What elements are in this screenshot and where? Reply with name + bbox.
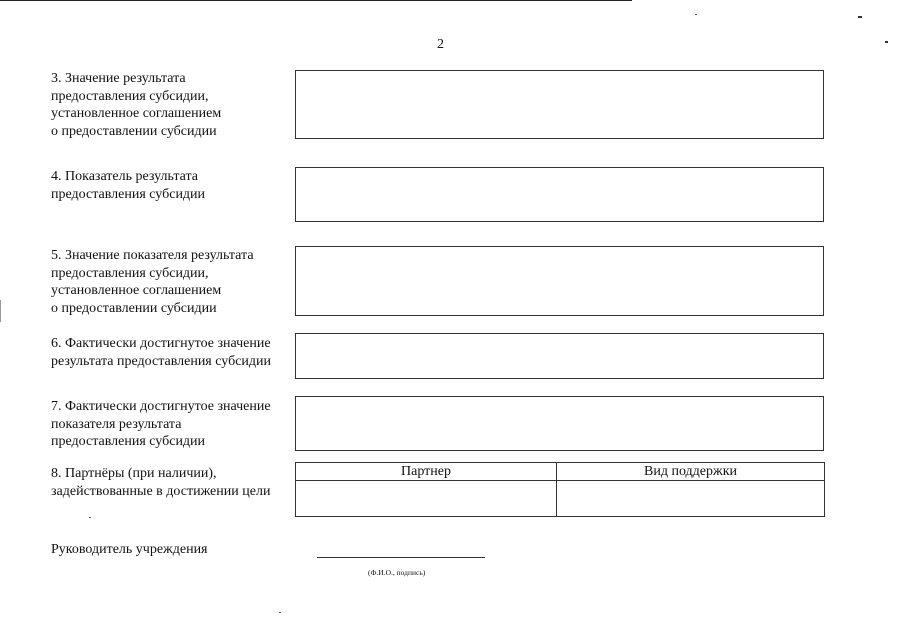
partners-header-row [296, 463, 825, 481]
signature-caption: (Ф.И.О., подпись) [368, 568, 426, 577]
partner-cell[interactable] [296, 481, 557, 517]
scan-speck [89, 517, 91, 518]
partners-table [295, 462, 825, 517]
scan-speck [695, 14, 697, 15]
partners-label: 8. Партнёры (при наличии), задействованные в достижении цели [51, 466, 271, 499]
signer-title: Руководитель учреждения [51, 542, 208, 557]
page-number: 2 [437, 37, 444, 52]
column-header-partner: Партнер [296, 463, 557, 481]
field-label-result-value: 3. Значение результата предоставления субсидии, установленное соглашением о предоставлении субсидии [51, 71, 222, 139]
column-header-support-type: Вид поддержки [557, 463, 825, 481]
signature-line[interactable] [317, 557, 485, 558]
field-label-actual-indicator-value: 7. Фактически достигнутое значение показателя результата предоставления субсидии [51, 399, 271, 449]
scan-edge-line [0, 0, 632, 1]
scan-mark [885, 41, 888, 43]
support-type-cell[interactable] [557, 481, 825, 517]
field-box-result-indicator[interactable] [295, 167, 824, 222]
scan-speck [279, 612, 281, 613]
field-label-actual-result-value: 6. Фактически достигнутое значение результата предоставления субсидии [51, 336, 272, 369]
field-box-actual-indicator-value[interactable] [295, 396, 824, 451]
field-box-indicator-value[interactable] [295, 246, 824, 316]
field-label-result-indicator: 4. Показатель результата предоставления субсидии [51, 169, 206, 202]
field-box-result-value[interactable] [295, 70, 824, 139]
scan-mark [858, 16, 862, 18]
field-box-actual-result-value[interactable] [295, 333, 824, 379]
scan-mark [0, 300, 1, 322]
table-row [296, 481, 825, 517]
field-label-indicator-value: 5. Значение показателя результата предоставления субсидии, установленное соглашением о предоставлении субсидии [51, 248, 254, 316]
